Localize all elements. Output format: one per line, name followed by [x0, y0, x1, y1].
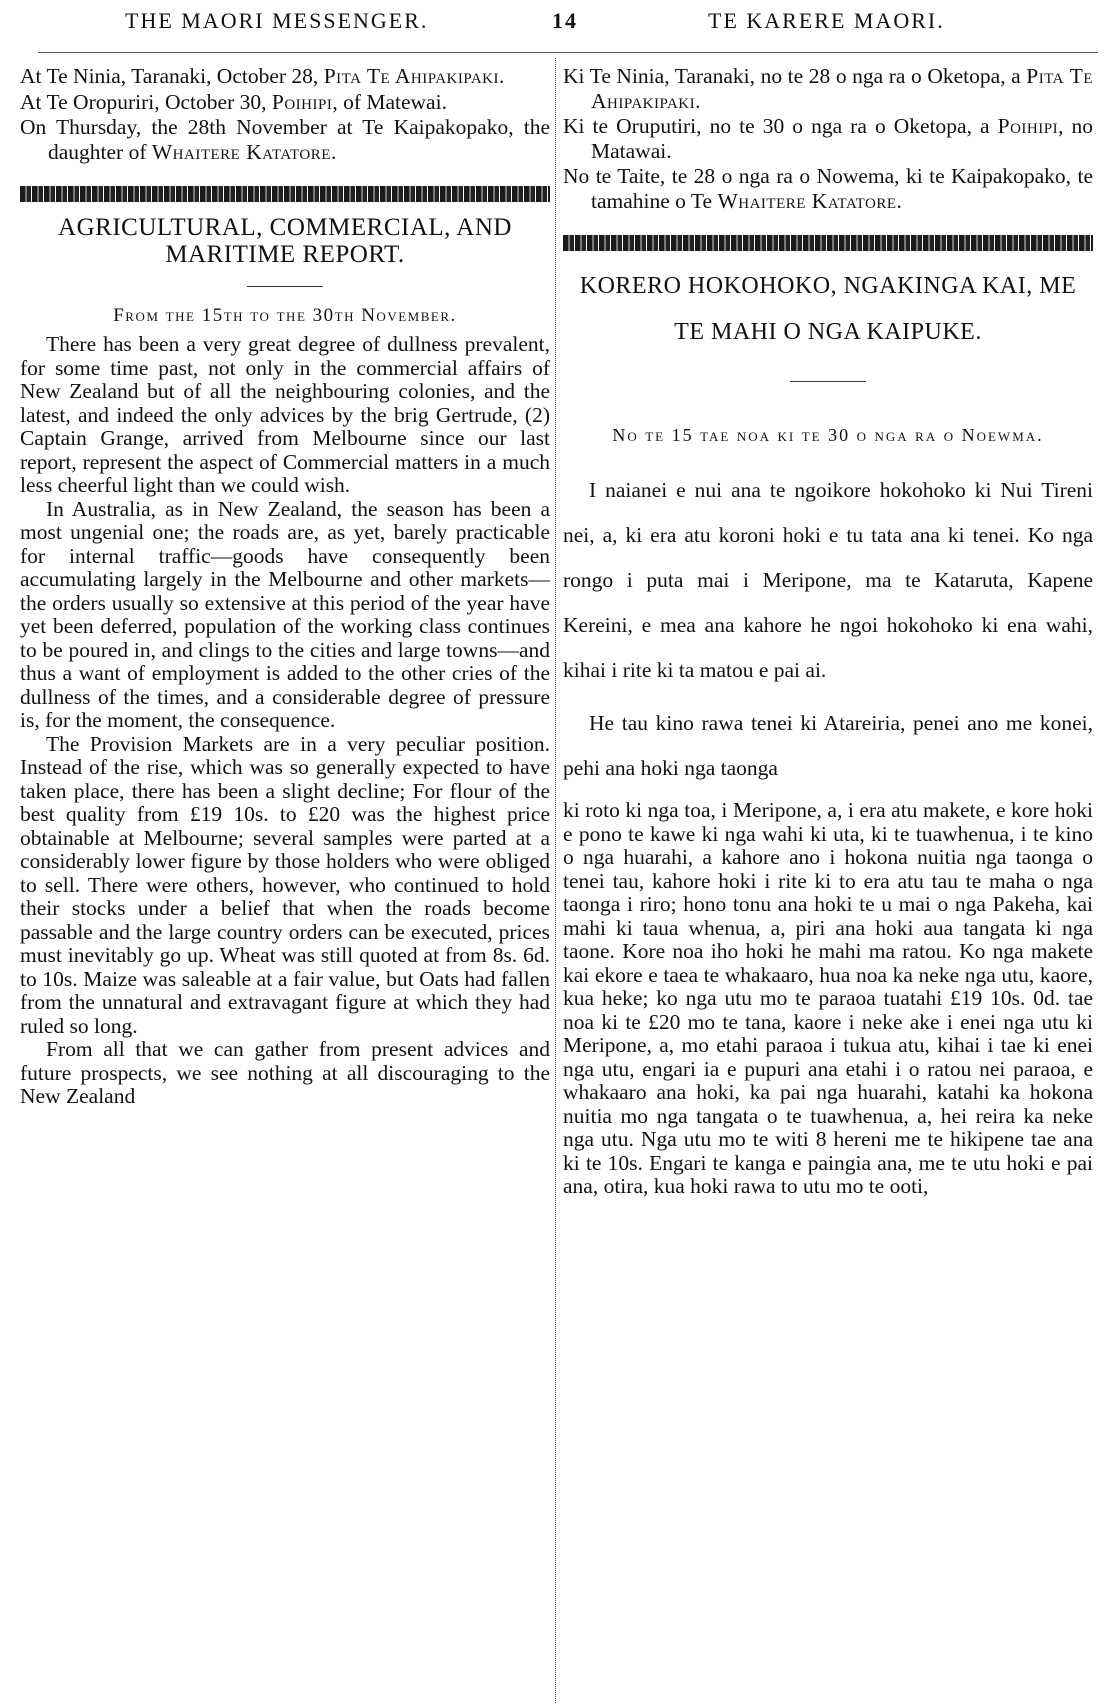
page-number: 14 — [552, 8, 578, 33]
header-rule — [38, 52, 1098, 53]
page-header — [0, 0, 1114, 44]
ornamental-rule — [563, 235, 1093, 251]
article-paragraph: There has been a very great degree of dullness prevalent, for some time past, not only in the commercial affairs of New Zealand but of all the neighbouring colonies, and the latest, and indeed the only advices by the brig Gertrude, (2) Captain Grange, arrived from Melbourne since our last report, represent the aspect of Commercial matters in a much less cheerful light than we could wish. — [20, 332, 550, 497]
notice-entry: Ki te Oruputiri, no te 30 o nga ra o Oketopa, a Poihipi, no Matawai. — [563, 114, 1094, 163]
notice-entry: On Thursday, the 28th November at Te Kaipakopako, the daughter of Whaitere Katatore. — [20, 115, 550, 164]
article-paragraph: From all that we can gather from present advices and future prospects, we see nothing at all discouraging to the New Zealand — [20, 1037, 550, 1108]
maori-masthead: TE KARERE MAORI. — [708, 8, 945, 33]
notice-name: Pita Te Ahipakipaki — [591, 64, 1093, 113]
article-paragraph: The Provision Markets are in a very peculiar position. Instead of the rise, which was so generally expected to have taken place, there has been a slight decline; For flour of the best quality from £19 10s. to £20 was the highest price obtainable at Melbourne; several samples were parted at a considerably lower figure by those holders who were obliged to sell. There were others, however, who continued to hold their stocks under a belief that when the roads become passable and the large country orders can be executed, prices must inevitably go up. Wheat was still quoted at from 8s. 6d. to 10s. Maize was saleable at a fair value, but Oats had fallen from the unnatural and extravagant figure at which they had ruled so long. — [20, 731, 550, 1038]
notice-name: Poihipi — [997, 114, 1059, 138]
report-heading: KORERO HOKOHOKO, NGAKINGA KAI, ME TE MAHI O NGA KAIPUKE. — [579, 273, 1077, 345]
short-rule — [247, 286, 323, 287]
notice-name: Poihipi — [271, 89, 333, 114]
notice-name: Whaitere Katatore — [717, 188, 897, 213]
english-column — [20, 64, 550, 1109]
report-date-range: No te 15 tae noa ki te 30 o nga ra o Noewma. — [612, 425, 1044, 445]
report-heading: AGRICULTURAL, COMMERCIAL, AND MARITIME REPORT. — [58, 214, 512, 268]
english-masthead: THE MAORI MESSENGER. — [125, 8, 429, 33]
short-rule — [790, 381, 866, 382]
notice-entry: At Te Oropuriri, October 30, Poihipi, of Matewai. — [20, 89, 447, 114]
notice-entry: No te Taite, te 28 o nga ra o Nowema, ki te Kaipakopako, te tamahine o Te Whaitere Katatore. — [563, 164, 1093, 213]
column-divider — [555, 58, 556, 1703]
article-paragraph: I naianei e nui ana te ngoikore hokohoko ki Nui Tireni nei, a, ki era atu koroni hoki e tu tata ana ki tenei. Ko nga rongo i puta mai i Meripone, ma te Kataruta, Kapene Kereini, e mea ana kahore he ngoi hokohoko ki ena wahi, kihai i rite ki ta matou e pai ai. — [563, 478, 1093, 682]
ornamental-rule — [20, 186, 550, 202]
article-paragraph: ki roto ki nga toa, i Meripone, a, i era atu makete, e kore hoki e pono te kawe ki nga wahi ki uta, ki te tuawhenua, i te kino o nga huarahi, a kahore ano i hokona nuitia nga taonga o tenei tau, kahore hoki i rite ki to era atu tau te maha o nga taonga i riro; hono tonu ana hoki te u mai o nga Pakeha, kai mahi ki taua whenua, a, piri ana hoki aua tangata ki nga taone. Kore noa iho hoki he mahi ma ratou. Ko nga makete kai ekore e taea te whakaaro, hua noa ka neke nga utu, kaore, kua heke; ko nga utu mo te paraoa tuatahi £19 10s. 0d. tae noa ki te £20 mo te tana, kaore i neke ake i enei nga utu ki Meripone, a, mo etahi paraoa i tukua atu, kihai i tae ki enei nga utu, engari ia e pupuri ana etahi i o ratou nei paraoa, e whakaaro ana hoki, ka pai nga huarahi, katahi ka hokona nuitia mo nga tangata o te tuawhenua, a, hei reira ka neke nga utu. Nga utu mo te witi 8 hereni me te hikipene tae ana ki te 10s. Engari te kanga e paingia ana, me te utu hoki e pai ana, otira, kua hoki rawa to utu mo te ooti, — [563, 798, 1093, 1198]
article-paragraph: He tau kino rawa tenei ki Atareiria, penei ano me konei, pehi ana hoki nga taonga — [563, 711, 1093, 780]
notice-name: Pita Te Ahipakipaki — [323, 64, 500, 88]
notice-name: Whaitere Katatore — [151, 139, 331, 164]
maori-column — [563, 64, 1093, 1207]
report-date-range: From the 15th to the 30th November. — [113, 305, 457, 326]
notice-entry: Ki Te Ninia, Taranaki, no te 28 o nga ra o Oketopa, a Pita Te Ahipakipaki. — [563, 64, 1093, 113]
notice-entry: At Te Ninia, Taranaki, October 28, Pita Te Ahipakipaki. — [20, 64, 505, 88]
article-paragraph: In Australia, as in New Zealand, the season has been a most ungenial one; the roads are, as yet, barely practicable for internal traffic—goods have consequently been accumulating largely in the Melbourne and other markets—the orders usually so extensive at this period of the year have yet been deferred, population of the working class continues to be poured in, and clings to the cities and large towns—and thus a want of employment is added to the other cries of the dullness of the times, and a considerable degree of pressure is, for the moment, the consequence. — [20, 496, 550, 732]
